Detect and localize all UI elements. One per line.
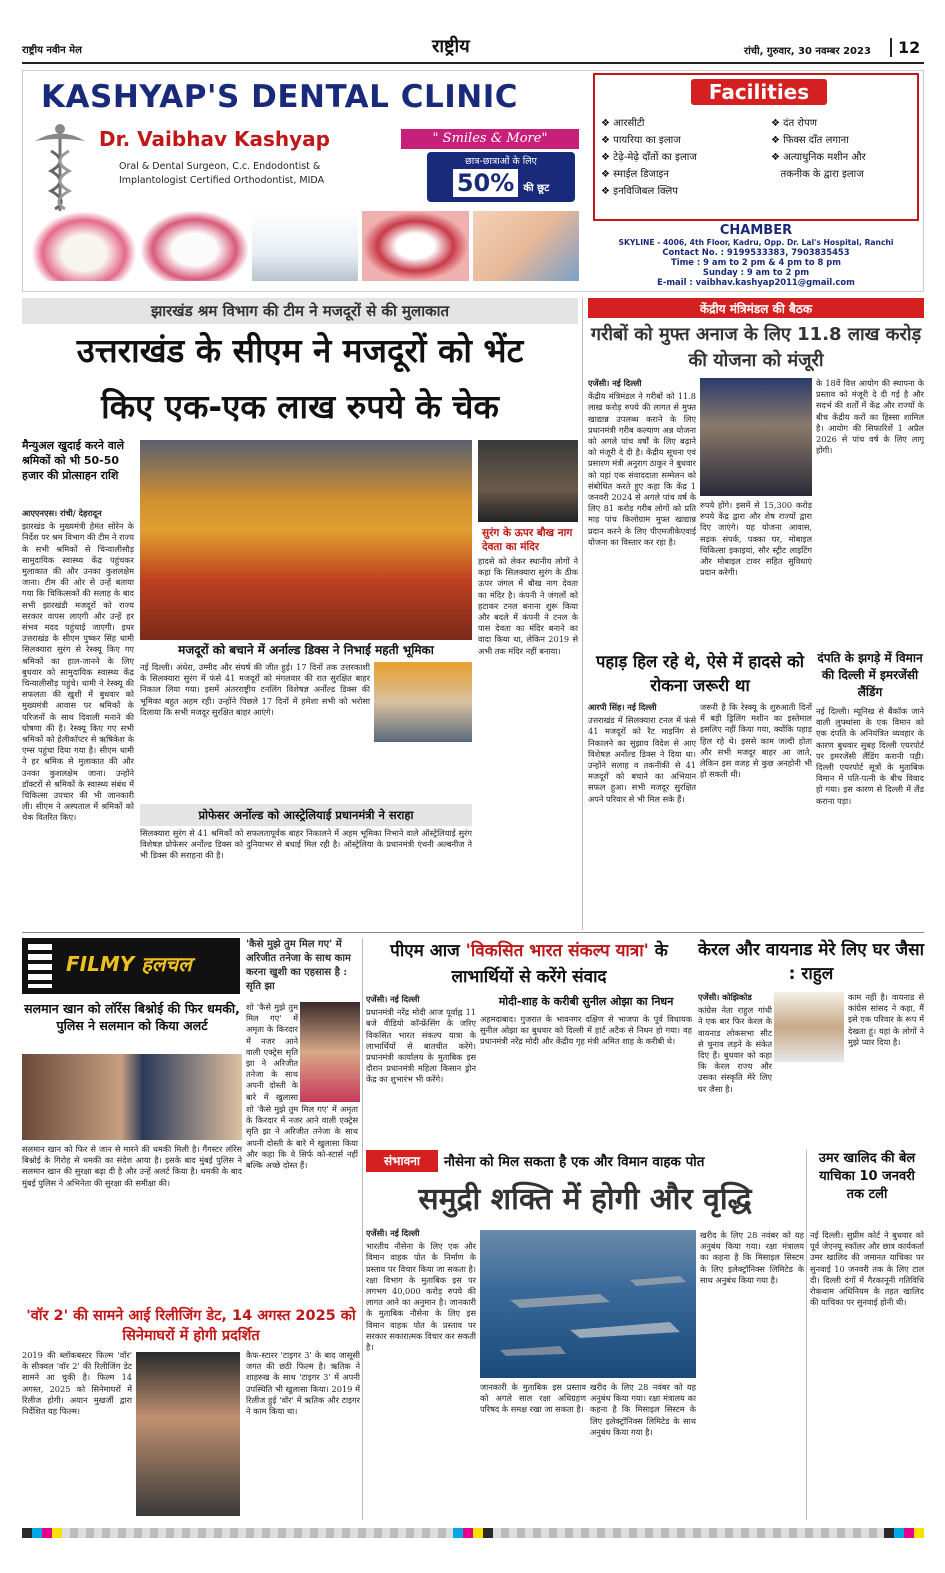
warships-photo — [480, 1230, 696, 1378]
quote-body-lead — [246, 1002, 298, 1102]
hrithik-photo — [136, 1352, 240, 1516]
salman-photo — [22, 1054, 242, 1140]
chamber-sunday: Sunday : 9 am to 2 pm — [702, 267, 810, 277]
navy-tag-label: संभावना — [383, 1154, 421, 1168]
doctor-quals: Oral & Dental Surgeon, C.c. Endodontist & — [119, 161, 321, 172]
war2-headline: 'वॉर 2' की सामने आई रिलीजिंग डेट, 14 अगस्त 2025 को सिनेमाघरों में होगी प्रदर्शित — [26, 1308, 356, 1344]
lead-side-head: मैन्युअल खुदाई करने वाले श्रमिकों को भी 50-50 हजार की प्रोत्साहन राशि — [22, 439, 125, 482]
teeth-image — [141, 211, 247, 281]
chamber-info — [593, 223, 919, 289]
rahul-photo — [774, 992, 844, 1062]
chamber-time: Time : 9 am to 2 pm & 4 pm to 8 pm — [671, 257, 841, 267]
hill-body-2: जरूरी है कि रेस्क्यू के शुरुआती दिनों में बड़ी ड्रिलिंग मशीन का इस्तेमाल इसलिए नहीं किया गया, क्योंकि पहाड़ हिल रहे थे। इससे काम जल्दी होता और सभी मजदूर बाहर आ जाते, लेकिन इस वजह से कुछ अनहोनी भी हो सकती थी। — [700, 702, 812, 780]
couple-body: नई दिल्ली। म्यूनिख से बैंकॉक जाने वाली लुफ्थांसा के एक विमान को एक दंपति के अनियंत्रित व्यवहार के कारण बुधवार सुबह दिल्ली एयरपोर्ट पर इमरजेंसी लैंडिंग करानी पड़ी। दिल्ली एयरपोर्ट सूत्रों के मुताबिक विमान में पति-पत्नी के बीच विवाद हो गया। इस कारण से दिल्ली में लैंड कराना पड़ा। — [816, 706, 924, 806]
discount-suffix: की छूट — [523, 183, 550, 194]
filmy-halchal-banner — [22, 938, 240, 994]
section-divider — [22, 932, 924, 933]
hill-byline: आरपी सिंह। नई दिल्ली — [588, 702, 657, 712]
navy-kicker: नौसेना को मिल सकता है एक और विमान वाहक पोत — [444, 1154, 705, 1170]
facility-item: ❖ टेढ़े-मेढ़े दाँतों का इलाज — [601, 152, 697, 163]
facility-item: ❖ आरसीटी — [601, 118, 645, 129]
cabinet-body-text: केंद्रीय मंत्रिमंडल ने गरीबों को 11.8 लाख करोड़ रुपये की लागत से मुफ्त खाद्यान्न उपलब्ध कराने के लिए प्रधानमंत्री गरीब कल्याण अन्न योजना को अगले पांच वर्षों के लिए बढ़ाने को मंजूरी दे दी है। केंद्रीय सूचना एवं प्रसारण मंत्री अनुराग ठाकुर ने बुधवार को यहां एक संवाददाता सम्मेलन को संबोधित करते हुए कहा कि केंद्र 1 जनवरी 2024 से अगले पांच वर्ष के लिए 81 करोड़ गरीब लोगों को प्रति माह पांच किलोग्राम मुफ्त खाद्यान्न प्रदान करने के लिए पीएमजीकेएवाई योजना का विस्तार कर रहा है। — [588, 391, 696, 547]
facility-item: ❖ पायरिया का इलाज — [601, 135, 681, 146]
doctor-quals-2: Implantologist Certified Orthodontist, MIDA — [119, 175, 325, 186]
quote-body-text: शो 'कैसे मुझे तुम मिल गए' में अमृता के किरदार में नजर आने वाली एक्ट्रेस सृति झा ने अरिजीत तनेजा के साथ अपनी दोस्ती के बारे में खुलासा — [246, 1002, 298, 1102]
rahul-body-2: काम नहीं है। वायनाड से कांग्रेस सांसद ने कहा, मैं इसे एक परिवार के रूप में देखता हूं। यहां के लोगों ने मुझे प्यार दिया है। — [848, 992, 924, 1047]
navy-headline: समुद्री शक्ति में होगी और वृद्धि — [418, 1182, 752, 1217]
warships-illustration — [480, 1230, 696, 1378]
hill-body — [588, 702, 696, 928]
chamber-email: E-mail : vaibhav.kashyap2011@gmail.com — [657, 277, 855, 287]
quote-headline: 'कैसे मुझे तुम मिल गए' में अरिजीत तनेजा के साथ काम करना खुशी का एहसास है : सृति झा — [246, 939, 351, 992]
caduceus-icon — [31, 121, 89, 213]
discount-box — [427, 152, 575, 202]
quote-body: शो 'कैसे मुझे तुम मिल गए' में अमृता के किरदार में नजर आने वाली एक्ट्रेस सृति झा ने अरिजीत तनेजा के साथ अपनी दोस्ती के बारे में खुलासा किया और कहा कि वे सिर्फ को-स्टार्स नहीं बल्कि अच्छे दोस्त हैं। — [246, 1104, 358, 1171]
facilities-title: Facilities — [691, 79, 827, 105]
navy-body-2: खरीद के लिए 28 नवंबर को यह अनुबंध किया गया। रक्षा मंत्रालय का कहना है कि मिसाइल सिस्टम के लिए इलेक्ट्रॉनिक्स लिमिटेड के साथ अनुबंध किया गया है। — [700, 1230, 804, 1285]
cabinet-body-3: के 18वें वित्त आयोग की स्थापना के प्रस्ताव को मंजूरी दे दी गई है और सदर्भ की शर्तों में केंद्र और राज्यों के बीच केंद्रीय करों का हिस्सा शामिल है। आयोग की सिफारिशें 1 अप्रैल 2026 से पांच वर्ष के लिए लागू होंगी। — [816, 378, 924, 456]
print-color-strip — [22, 1528, 924, 1538]
sub-head-bar — [140, 804, 472, 826]
child-checkup-image — [473, 211, 579, 281]
war2-body-2: कैफ-स्टारर 'टाइगर 3' के बाद जासूसी जगत की छठी फिल्म है। ऋतिक ने शाहरुख के साथ 'टाइगर 3' में अपनी उपस्थिति भी खुलासा किया। 2019 में रिलीज हुई 'वॉर' में ऋतिक और टाइगर ने काम किया था। — [246, 1350, 360, 1417]
facility-item: ❖ स्माईल डिजाइन — [601, 169, 669, 180]
cabinet-byline: एजेंसी। नई दिल्ली — [588, 378, 642, 388]
facilities-box — [593, 73, 919, 221]
chamber-title: CHAMBER — [719, 223, 793, 238]
facility-item: तकनीक के द्वारा इलाज — [780, 169, 864, 180]
dental-images — [31, 211, 579, 281]
column-divider — [806, 1150, 807, 1520]
masthead — [22, 36, 924, 64]
rahul-byline: एजेंसी। कोझिकोड — [698, 992, 752, 1002]
masthead-paper-name: राष्ट्रीय नवीन मेल — [22, 45, 82, 56]
rahul-headline: केरल और वायनाड मेरे लिए घर जैसा : राहुल — [698, 940, 924, 984]
lead-headline-1: उत्तराखंड के सीएम ने मजदूरों को भेंट — [76, 331, 524, 370]
photo-caption: मजदूरों को बचाने में अर्नाल्ड डिक्स ने निभाई महती भूमिका — [178, 643, 434, 657]
rahul-body-text: कांग्रेस नेता राहुल गांधी ने एक बार फिर केरल के वायनाड लोकसभा सीट से चुनाव लड़ने के संकेत दिए हैं। बुधवार को कहा कि केरल राज्य और उसका संस्कृति मेरे लिए घर जैसा है। — [698, 1005, 772, 1094]
facilities-list-right — [771, 115, 917, 183]
film-strip-icon — [28, 944, 52, 988]
navy-caption: जानकारी के मुताबिक इस प्रस्ताव को अगले साल रक्षा अधिग्रहण परिषद के समक्ष रखा जा सकता है। — [480, 1382, 586, 1415]
lead-headline-2: किए एक-एक लाख रुपये के चेक — [101, 387, 499, 426]
facility-item: ❖ इनविजिबल क्लिप — [601, 186, 678, 197]
lead-kicker: झारखंड श्रम विभाग की टीम ने मजदूरों से की मुलाकात — [150, 302, 450, 320]
anurag-thakur-photo — [700, 378, 812, 496]
pm-body-text: प्रधानमंत्री नरेंद्र मोदी आज पूर्वाह्न 11 बजे वीडियो कॉन्फ्रेंसिंग के जरिए विकसित भारत संकल्प यात्रा के लाभार्थियों से बातचीत करेंगे। प्रधानमंत्री कार्यालय के मुताबिक इस दौरान प्रधानमंत्री महिला किसान ड्रोन केंद्र का शुभारंभ भी करेंगे। — [366, 1007, 476, 1085]
masthead-date: रांची, गुरुवार, 30 नवम्बर 2023 — [744, 46, 871, 57]
sub-head: प्रोफेसर अर्नोल्ड को आस्ट्रेलियाई प्रधानमंत्री ने सराहा — [198, 808, 414, 822]
facility-item: ❖ अत्याधुनिक मशीन और — [771, 152, 866, 163]
navy-body-text: भारतीय नौसेना के लिए एक और विमान वाहक पोत के निर्माण के प्रस्ताव पर विचार किया जा सकता है। रक्षा विभाग के मुताबिक इस पर लगभग 40,000 करोड़ रुपये की लागत आने का अनुमान है। जानकारी के मुताबिक नौसेना के लिए इस विमान वाहक पोत के प्रस्ताव पर सरकार सकारात्मक विचार कर सकती है। — [366, 1241, 476, 1353]
chamber-address: SKYLINE - 4006, 4th Floor, Kadru, Opp. Dr. Lal's Hospital, Ranchi — [618, 238, 894, 247]
ojha-body: अहमदाबाद। गुजरात के भावनगर दक्षिण से भाजपा के पूर्व विधायक सुनील ओझा का बुधवार को दिल्ली में हार्ट अटैक से निधन हो गया। वह प्रधानमंत्री नरेंद्र मोदी और केंद्रीय गृह मंत्री अमित शाह के करीबी थे। — [480, 1014, 692, 1047]
temple-caption: सुरंग के ऊपर बौख नाग देवता का मंदिर — [482, 527, 573, 553]
column-divider — [362, 938, 363, 1520]
temple-photo — [478, 440, 578, 522]
salman-body: सलमान खान को फिर से जान से मारने की धमकी मिली है। गैंगस्टर लॉरेंस बिश्नोई के गिरोह से धमकी का संदेश आया है। इसके बाद मुंबई पुलिस ने सलमान खान की सुरक्षा बढ़ा दी है और उन्हें अलर्ट किया है। धमकी के बाद मुंबई पुलिस ने अभिनेता की सुरक्षा की समीक्षा की। — [22, 1144, 242, 1188]
cabinet-headline: गरीबों को मुफ्त अनाज के लिए 11.8 लाख करोड़ की योजना को मंजूरी — [590, 324, 922, 371]
navy-body — [366, 1228, 476, 1518]
navy-byline: एजेंसी। नई दिल्ली — [366, 1228, 420, 1238]
masthead-section: राष्ट्रीय — [432, 36, 470, 57]
rescued-workers-photo — [140, 440, 472, 640]
pm-body — [366, 994, 476, 1144]
lead-body-text: झारखंड के मुख्यमंत्री हेमंत सोरेन के निर्देश पर श्रम विभाग की टीम ने राज्य के सभी श्रमिकों से चिन्यालीसौड़ सामुदायिक स्वास्थ्य केंद्र पहुंचकर मुलाकात की और उनका कुशलक्षेम जाना। टीम की ओर से उन्हें बताया गया कि चिकित्सकों की सलाह के बाद सभी झारखंडी मजदूरों को राज्य सरकार वापस लाएगी और उन्हें हर संभव मदद पहुंचाई जाएगी। इधर उत्तराखंड के सीएम पुष्कर सिंह धामी सिलक्यारा सुरंग से रेस्क्यू किए गए श्रमिकों का हाल-जानने के लिए बुधवार को सामुदायिक स्वास्थ्य केंद्र चिन्यालीसौड़ पहुंचे। धामी ने रेस्क्यू की सफलता की खुशी में बुधवार को मुख्यमंत्री आवास पर श्रमिकों के परिजनों के साथ दिवाली मनाने की घोषणा की है। रेस्क्यू किए गए सभी श्रमिकों को हेलीकॉप्टर से ऋषिकेश के एम्स पहुंचा दिया गया है। सीएम धामी ने हर श्रमिक से मुलाकात की और उनका कुशलक्षेम जाना। उन्होंने डॉक्टरों से श्रमिकों के स्वास्थ्य संबंध में चिकित्सा उपचार की भी जानकारी ली। सीएम ने अस्पताल में श्रमिकों को चेक वितरित किए। — [22, 521, 134, 823]
dental-clinic-ad — [22, 70, 924, 292]
ojha-headline: मोदी-शाह के करीबी सुनील ओझा का निधन — [498, 995, 674, 1008]
discount-value: 50% — [453, 169, 518, 197]
lead-kicker-bar — [22, 298, 578, 324]
pm-byline: एजेंसी। नई दिल्ली — [366, 994, 420, 1004]
chamber-contact: Contact No. : 9199533383, 7903835453 — [662, 247, 850, 257]
tagline: " Smiles & More" — [401, 129, 579, 149]
salman-headline: सलमान खान को लॉरेंस बिश्नोई की फिर धमकी, पुलिस ने सलमान को किया अलर्ट — [24, 1001, 240, 1033]
umar-body: नई दिल्ली। सुप्रीम कोर्ट ने बुधवार को पूर्व जेएनयू स्कॉलर और छात्र कार्यकर्ता उमर खालिद की जमानत याचिका पर सुनवाई 10 जनवरी तक के लिए टाल दी। दिल्ली दंगों में गैरकानूनी गतिविधि रोकथाम अधिनियम के तहत खालिद की याचिका पर सुनवाई होनी थी। — [810, 1230, 924, 1308]
pm-headline: पीएम आज 'विकसित भारत संकल्प यात्रा' के लाभार्थियों से करेंगे संवाद — [390, 941, 668, 987]
war2-body: 2019 की ब्लॉकबस्टर फिल्म 'वॉर' के सीक्वल 'वॉर 2' की रिलीजिंग डेट सामने आ चुकी है। फिल्म 14 अगस्त, 2025 को सिनेमाघरों में रिलीज होगी। अयान मुखर्जी द्वारा निर्देशित यह फिल्म। — [22, 1350, 132, 1417]
facility-item: ❖ दंत रोपण — [771, 118, 817, 129]
cabinet-kicker-bar — [588, 298, 924, 318]
cabinet-body-2: रुपये होंगे। इसमें से 15,300 करोड़ रुपये केंद्र द्वारा और शेष राज्यों द्वारा दिए जाएंगे। यह योजना आवास, सड़क संपर्क, पक्का घर, मोबाइल चिकित्सा इकाइयां, सौर स्ट्रीट लाइटिंग और मोबाइल टावर सहित सुविधाएं प्रदान करेगी। — [700, 500, 812, 578]
temple-body: हादसे को लेकर स्थानीय लोगों ने कहा कि सिलक्यारा सुरंग के ठीक ऊपर जंगल में बौख नाग देवता का मंदिर है। कंपनी ने जंगलों को हटाकर टनल बनाना शुरू किया और बदले में कंपनी ने टनल के पास देवता का मंदिर बनाने का वादा किया था, लेकिन 2019 से अभी तक मंदिर नहीं बनाया। — [478, 556, 578, 656]
rahul-body — [698, 992, 772, 1142]
sriti-jha-photo — [300, 1002, 360, 1102]
couple-headline: दंपति के झगड़े में विमान की दिल्ली में इमरजेंसी लैंडिंग — [817, 651, 923, 699]
filmy-logo: FILMY हलचल — [66, 952, 192, 976]
column-divider — [582, 298, 583, 930]
discount-label: छात्र-छात्राओं के लिए — [465, 156, 537, 167]
implant-image — [252, 211, 358, 281]
dentures-image — [31, 211, 137, 281]
doctor-name: Dr. Vaibhav Kashyap — [99, 127, 330, 151]
facility-item: ❖ फिक्स दाँत लगाना — [771, 135, 849, 146]
hill-body-text: उत्तराखंड में सिलक्यारा टनल में फंसे 41 मजदूरों को रैट माइनिंग से निकालने का सुझाव विदेश से आए विशेषज्ञ अर्नोल्ड डिक्स ने दिया था। उन्होंने सलाह व तकनीकी से 41 मजदूरों को बचाने का अभियान सफल हुआ। सभी मजदूर सुरक्षित अपने परिवार से भी मिल सके हैं। — [588, 715, 696, 804]
navy-tag — [366, 1150, 438, 1172]
lead-byline: आएएनएस। रांची/ देहरादून — [22, 508, 102, 518]
smile-image — [362, 211, 468, 281]
lead-body — [22, 508, 134, 928]
cabinet-kicker: केंद्रीय मंत्रिमंडल की बैठक — [699, 302, 813, 316]
lead-body-2: नई दिल्ली। अंधेरा, उम्मीद और संघर्ष की जीत हुई। 17 दिनों तक उत्तरकाशी के सिलक्यारा सुरंग में फंसे 41 मजदूरों को मंगलवार की रात सुरक्षित बाहर निकाल लिया गया। इसमें अंतरराष्ट्रीय टनलिंग विशेषज्ञ अर्नोल्ड डिक्स की भूमिका बहुत अहम रही। उन्होंने पिछले 17 दिनों में हमेशा सभी को भरोसा दिलाया कि सभी मजदूर सुरक्षित बाहर आएंगे। — [140, 662, 370, 717]
cabinet-body — [588, 378, 696, 608]
facilities-list-left — [601, 115, 761, 200]
page-number: 12 — [890, 38, 920, 57]
hill-headline: पहाड़ हिल रहे थे, ऐसे में हादसे को रोकना जरूरी था — [595, 652, 805, 695]
lead-body-3: सिलक्यारा सुरंग से 41 श्रमिकों को सफलतापूर्वक बाहर निकालने में अहम भूमिका निभाने वाले ऑस्ट्रेलियाई सुरंग विशेषज्ञ प्रोफेसर अर्नोल्ड डिक्स को दुनियाभर से बधाई मिल रही है। ऑस्ट्रेलिया के प्रधानमंत्री एंथनी अल्बनीज ने भी डिक्स की सराहना की है। — [140, 828, 472, 861]
clinic-name: KASHYAP'S DENTAL CLINIC — [41, 79, 518, 115]
umar-headline: उमर खालिद की बेल याचिका 10 जनवरी तक टली — [818, 1151, 916, 1202]
arnold-dix-photo — [374, 662, 472, 742]
navy-body-3: खरीद के लिए 28 नवंबर को यह अनुबंध किया गया। रक्षा मंत्रालय का कहना है कि मिसाइल सिस्टम के लिए इलेक्ट्रॉनिक्स लिमिटेड के साथ अनुबंध किया गया है। — [590, 1382, 696, 1437]
